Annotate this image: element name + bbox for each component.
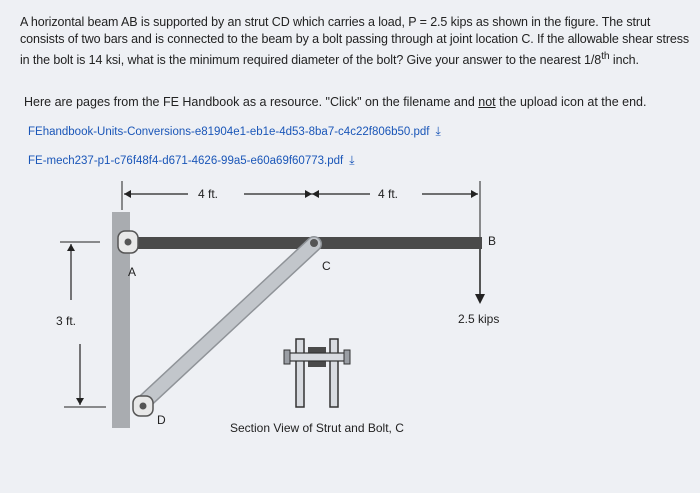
dim-arrow-mid-right (312, 190, 319, 198)
dim-arrow-mid-left (305, 190, 312, 198)
vdim-label: 3 ft. (56, 314, 77, 328)
section-bolt-nut (344, 350, 350, 364)
section-bar-right (330, 339, 338, 407)
bolt-c (310, 239, 318, 247)
section-bolt-head (284, 350, 290, 364)
dim-label-left: 4 ft. (198, 187, 219, 201)
intro-before: Here are pages from the FE Handbook as a resource. "Click" on the filename and (24, 95, 479, 109)
problem-sup: th (601, 51, 610, 62)
problem-tail: inch. (609, 53, 639, 68)
file-link-label[interactable]: FE-mech237-p1-c76f48f4-d671-4626-99a5-e60a69f60773.pdf (28, 155, 344, 167)
dim-label-right: 4 ft. (378, 187, 399, 201)
strut-cd (142, 244, 314, 404)
dim-arrow-left (124, 190, 131, 198)
section-bar-left (296, 339, 304, 407)
download-icon[interactable]: ⤓ (435, 124, 441, 138)
vdim-arrow-bottom (76, 398, 84, 405)
problem-text: A horizontal beam AB is supported by an strut CD which carries a load, P = 2.5 kips as shown in the figure. The strut consists of two bars and is connected to the beam by a bolt passing through at joint location C. If the allowable shear stress in the bolt is 14 ksi, what is the minimum required diameter of the bolt? Give your answer to the nearest 1/8 (20, 15, 690, 68)
load-arrow-head (475, 294, 485, 304)
label-b: B (488, 234, 497, 248)
section-bolt (288, 353, 346, 361)
vdim-arrow-top (67, 244, 75, 251)
dim-arrow-right (471, 190, 478, 198)
label-a: A (128, 265, 137, 279)
label-c: C (322, 259, 331, 273)
file-link-label[interactable]: FEhandbook-Units-Conversions-e81904e1-eb1e-4d53-8ba7-c4c22f806b50.pdf (28, 126, 430, 138)
section-caption: Section View of Strut and Bolt, C (230, 421, 404, 435)
pin-d-hole (140, 403, 147, 410)
pin-a-hole (125, 239, 132, 246)
load-label: 2.5 kips (458, 312, 500, 326)
label-d: D (157, 413, 166, 427)
download-icon[interactable]: ⤓ (349, 153, 355, 167)
section-view (284, 339, 350, 407)
intro-underlined: not (478, 95, 496, 109)
intro-after: the upload icon at the end. (495, 95, 647, 109)
